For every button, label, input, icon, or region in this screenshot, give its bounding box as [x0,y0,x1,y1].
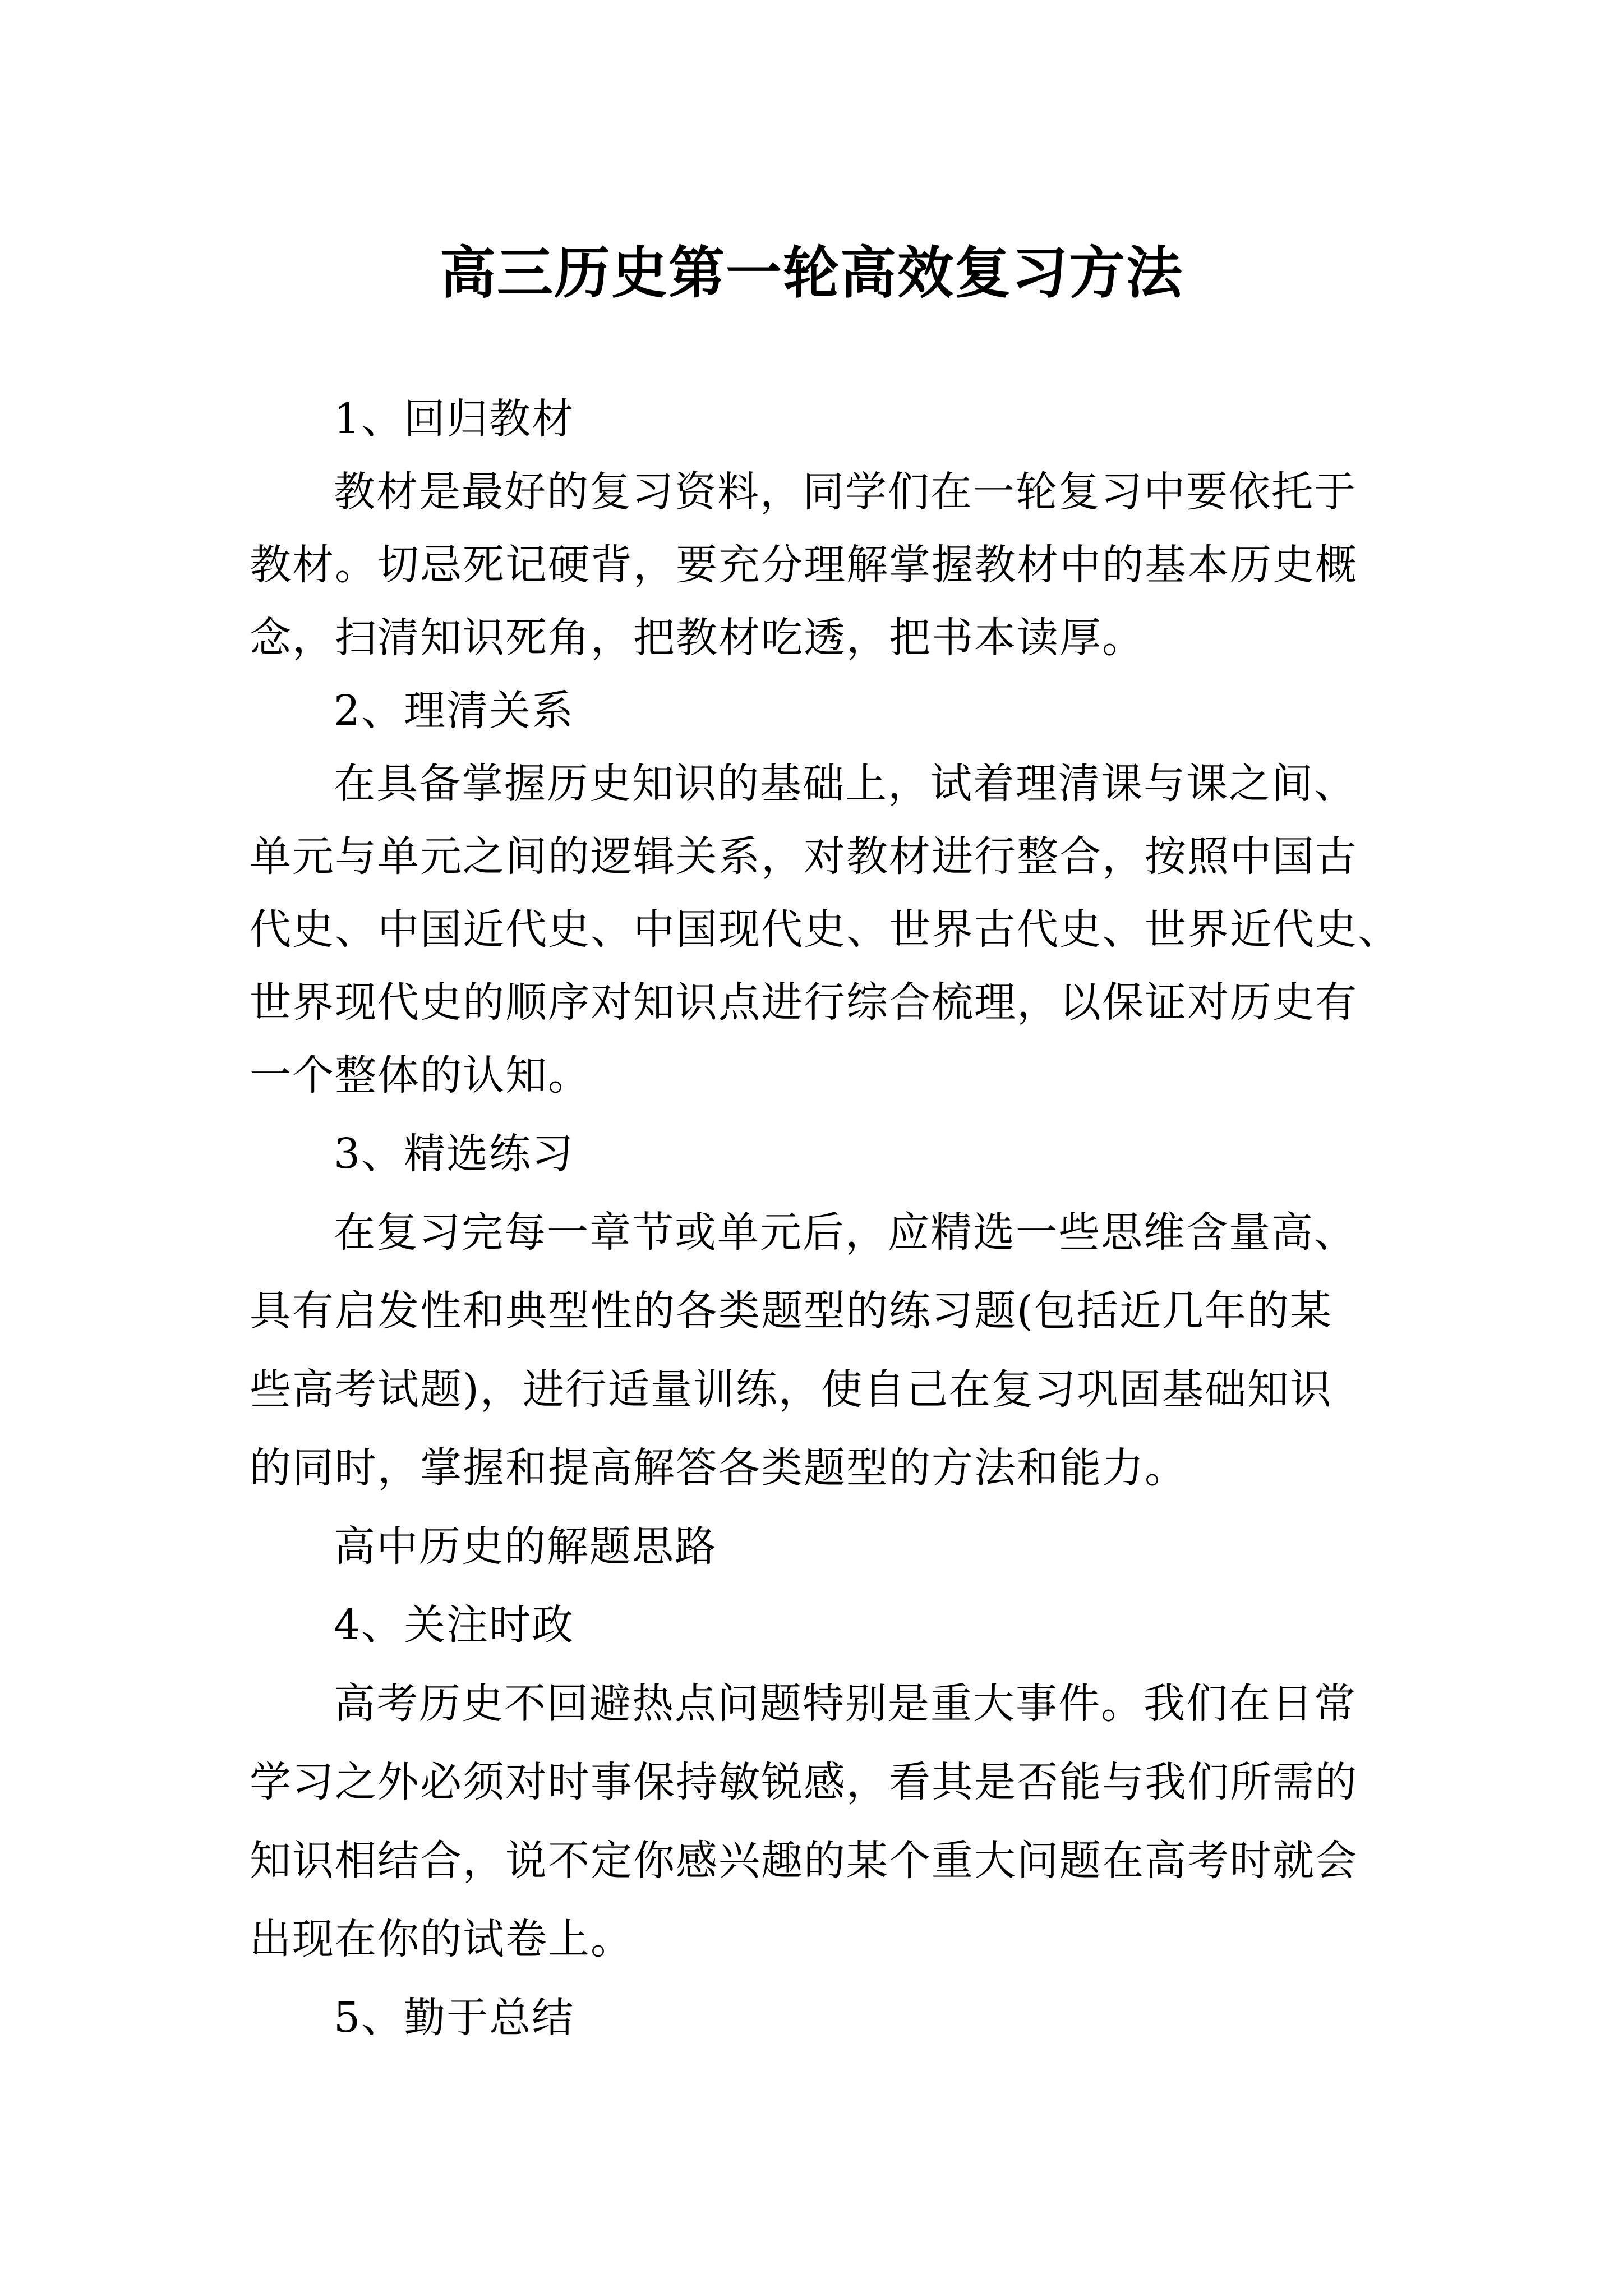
paragraph-line: 教材。切忌死记硬背，要充分理解掌握教材中的基本历史概 [250,541,1358,589]
paragraph-line: 学习之外必须对时事保持敏锐感，看其是否能与我们所需的 [250,1758,1358,1806]
section-heading-2: 2、理清关系 [334,687,575,735]
paragraph-line: 高考历史不回避热点问题特别是重大事件。我们在日常 [334,1680,1357,1728]
subheading: 高中历史的解题思路 [334,1522,717,1571]
paragraph-line: 一个整体的认知。 [250,1051,591,1099]
paragraph-line: 知识相结合，说不定你感兴趣的某个重大问题在高考时就会 [250,1837,1358,1885]
paragraph-line: 具有启发性和典型性的各类题型的练习题(包括近几年的某 [250,1287,1332,1335]
paragraph-line: 的同时，掌握和提高解答各类题型的方法和能力。 [250,1444,1187,1492]
paragraph-line: 些高考试题)，进行适量训练，使自己在复习巩固基础知识 [250,1365,1332,1414]
section-heading-5: 5、勤于总结 [334,1994,575,2042]
paragraph-line: 教材是最好的复习资料，同学们在一轮复习中要依托于 [334,468,1357,516]
paragraph-line: 单元与单元之间的逻辑关系，对教材进行整合，按照中国古 [250,832,1358,881]
paragraph-line: 出现在你的试卷上。 [250,1915,633,1963]
section-heading-3: 3、精选练习 [334,1130,575,1178]
document-title: 高三历史第一轮高效复习方法 [440,240,1183,306]
paragraph-line: 在具备掌握历史知识的基础上，试着理清课与课之间、 [334,760,1357,808]
paragraph-line: 世界现代史的顺序对知识点进行综合梳理，以保证对历史有 [250,978,1358,1027]
section-heading-4: 4、关注时政 [334,1601,575,1649]
paragraph-line: 代史、中国近代史、中国现代史、世界古代史、世界近代史、 [250,905,1400,954]
paragraph-line: 在复习完每一章节或单元后，应精选一些思维含量高、 [334,1208,1357,1257]
section-heading-1: 1、回归教材 [334,395,575,443]
paragraph-line: 念，扫清知识死角，把教材吃透，把书本读厚。 [250,614,1145,662]
